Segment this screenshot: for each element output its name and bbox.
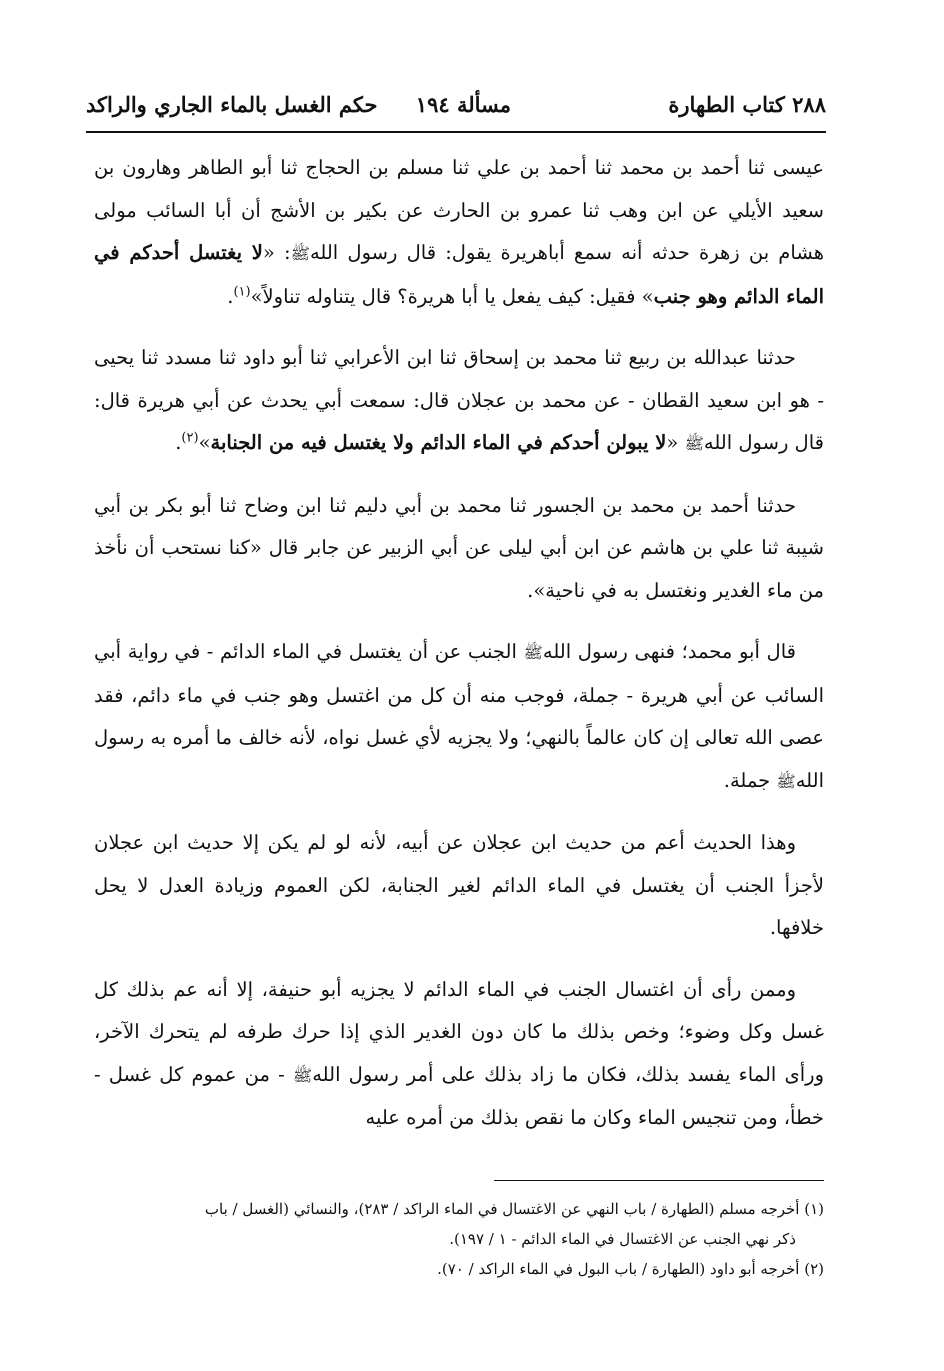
paragraph-hadith-2: حدثنا عبدالله بن ربيع ثنا محمد بن إسحاق ثنا ابن الأعرابي ثنا أبو داود ثنا مسدد ثنا يحيى - هو ابن سعيد القطان - عن محمد بن عجلان قال: سمعت أبي يحدث عن أبي هريرة قال: قال رسول اللهﷺ «لا يبولن أحدكم في الماء الدائم ولا يغتسل فيه من الجنابة»$^{(٢)}$. [94, 346, 824, 454]
paragraph-hadith-1: عيسى ثنا أحمد بن محمد ثنا أحمد بن علي ثنا مسلم بن الحجاج ثنا أبو الطاهر وهارون بن سعيد الأيلي عن ابن وهب ثنا عمرو بن الحارث عن بكير بن الأشج أن أبا السائب مولى هشام بن زهرة حدثه أنه سمع أباهريرة يقول: قال رسول اللهﷺ: «لا يغتسل أحدكم في الماء الدائم وهو جنب» فقيل: كيف يفعل يا أبا هريرة؟ قال يتناوله تناولاً»$^{(١)}$. [94, 156, 825, 308]
hadith-text-bold: لا يبولن أحدكم في الماء الدائم ولا يغتسل فيه من الجنابة [210, 431, 667, 454]
issue-number: مسألة ١٩٤ [415, 92, 511, 117]
paragraph-hadith-generality: وهذا الحديث أعم من حديث ابن عجلان عن أبيه، لأنه لو لم يكن إلا حديث ابن عجلان لأجزأ الجنب أن يغتسل في الماء الدائم لغير الجنابة، لكن العموم وزيادة العدل لا يحل خلافها. [94, 831, 824, 939]
main-text [94, 147, 824, 1140]
footnote-1-continued: ذكر نهي الجنب عن الاغتسال في الماء الدائم - ١ / ١٩٧). [449, 1230, 796, 1248]
footnote-2: (٢) أخرجه أبو داود (الطهارة / باب البول في الماء الراكد / ٧٠). [437, 1260, 824, 1278]
paragraph-jabir-narration: حدثنا أحمد بن محمد بن الجسور ثنا محمد بن أبي دليم ثنا ابن وضاح ثنا أبو بكر بن أبي شيبة ثنا علي بن هاشم عن ابن أبي ليلى عن أبي الزبير عن جابر قال «كنا نستحب أن نأخذ من ماء الغدير ونغتسل به في ناحية». [94, 493, 824, 602]
footnote-1: (١) أخرجه مسلم (الطهارة / باب النهي عن الاغتسال في الماء الراكد / ٢٨٣)، والنسائي (الغسل / باب [204, 1200, 824, 1218]
salawat-ligature: ﷺ [292, 1065, 313, 1085]
paragraph-abu-muhammad: قال أبو محمد؛ فنهى رسول اللهﷺ الجنب عن أن يغتسل في الماء الدائم - في رواية أبي السائب عن أبي هريرة - جملة، فوجب منه أن كل من اغتسل وهو جنب في ماء دائم، فقد عصى الله تعالى إن كان عالماً بالنهي؛ ولا يجزيه لأي غسل نواه، لأنه خالف ما أمره به رسول اللهﷺ جملة. [94, 640, 824, 792]
hadith-text-bold: لا يغتسل أحدكم في الماء الدائم وهو جنب [94, 241, 824, 308]
header-divider [86, 131, 826, 133]
footnote-divider [494, 1180, 824, 1181]
salawat-ligature: ﷺ [776, 771, 796, 791]
salawat-ligature: ﷺ [684, 434, 704, 453]
chapter-title: حكم الغسل بالماء الجاري والراكد [86, 92, 378, 117]
footnote-ref-2: (٢) [181, 430, 199, 446]
salawat-ligature: ﷺ [523, 643, 543, 662]
page-header [86, 88, 826, 128]
salawat-ligature: ﷺ [290, 244, 310, 263]
footnote-ref-1: (١) [233, 284, 251, 299]
footnotes [94, 1194, 824, 1284]
page-number-and-book-title: ٢٨٨ كتاب الطهارة [668, 92, 826, 117]
paragraph-abu-hanifa: وممن رأى أن اغتسال الجنب في الماء الدائم لا يجزيه أبو حنيفة، إلا أنه عم بذلك كل غسل وكل وضوء؛ وخص بذلك ما كان دون الغدير الذي إذا حرك طرفه لم يتحرك الآخر، ورأى الماء يفسد بذلك، فكان ما زاد بذلك على أمر رسول اللهﷺ - من عموم كل غسل - خطأ، ومن تنجيس الماء وكان ما نقص بذلك من أمره عليه [94, 977, 824, 1129]
